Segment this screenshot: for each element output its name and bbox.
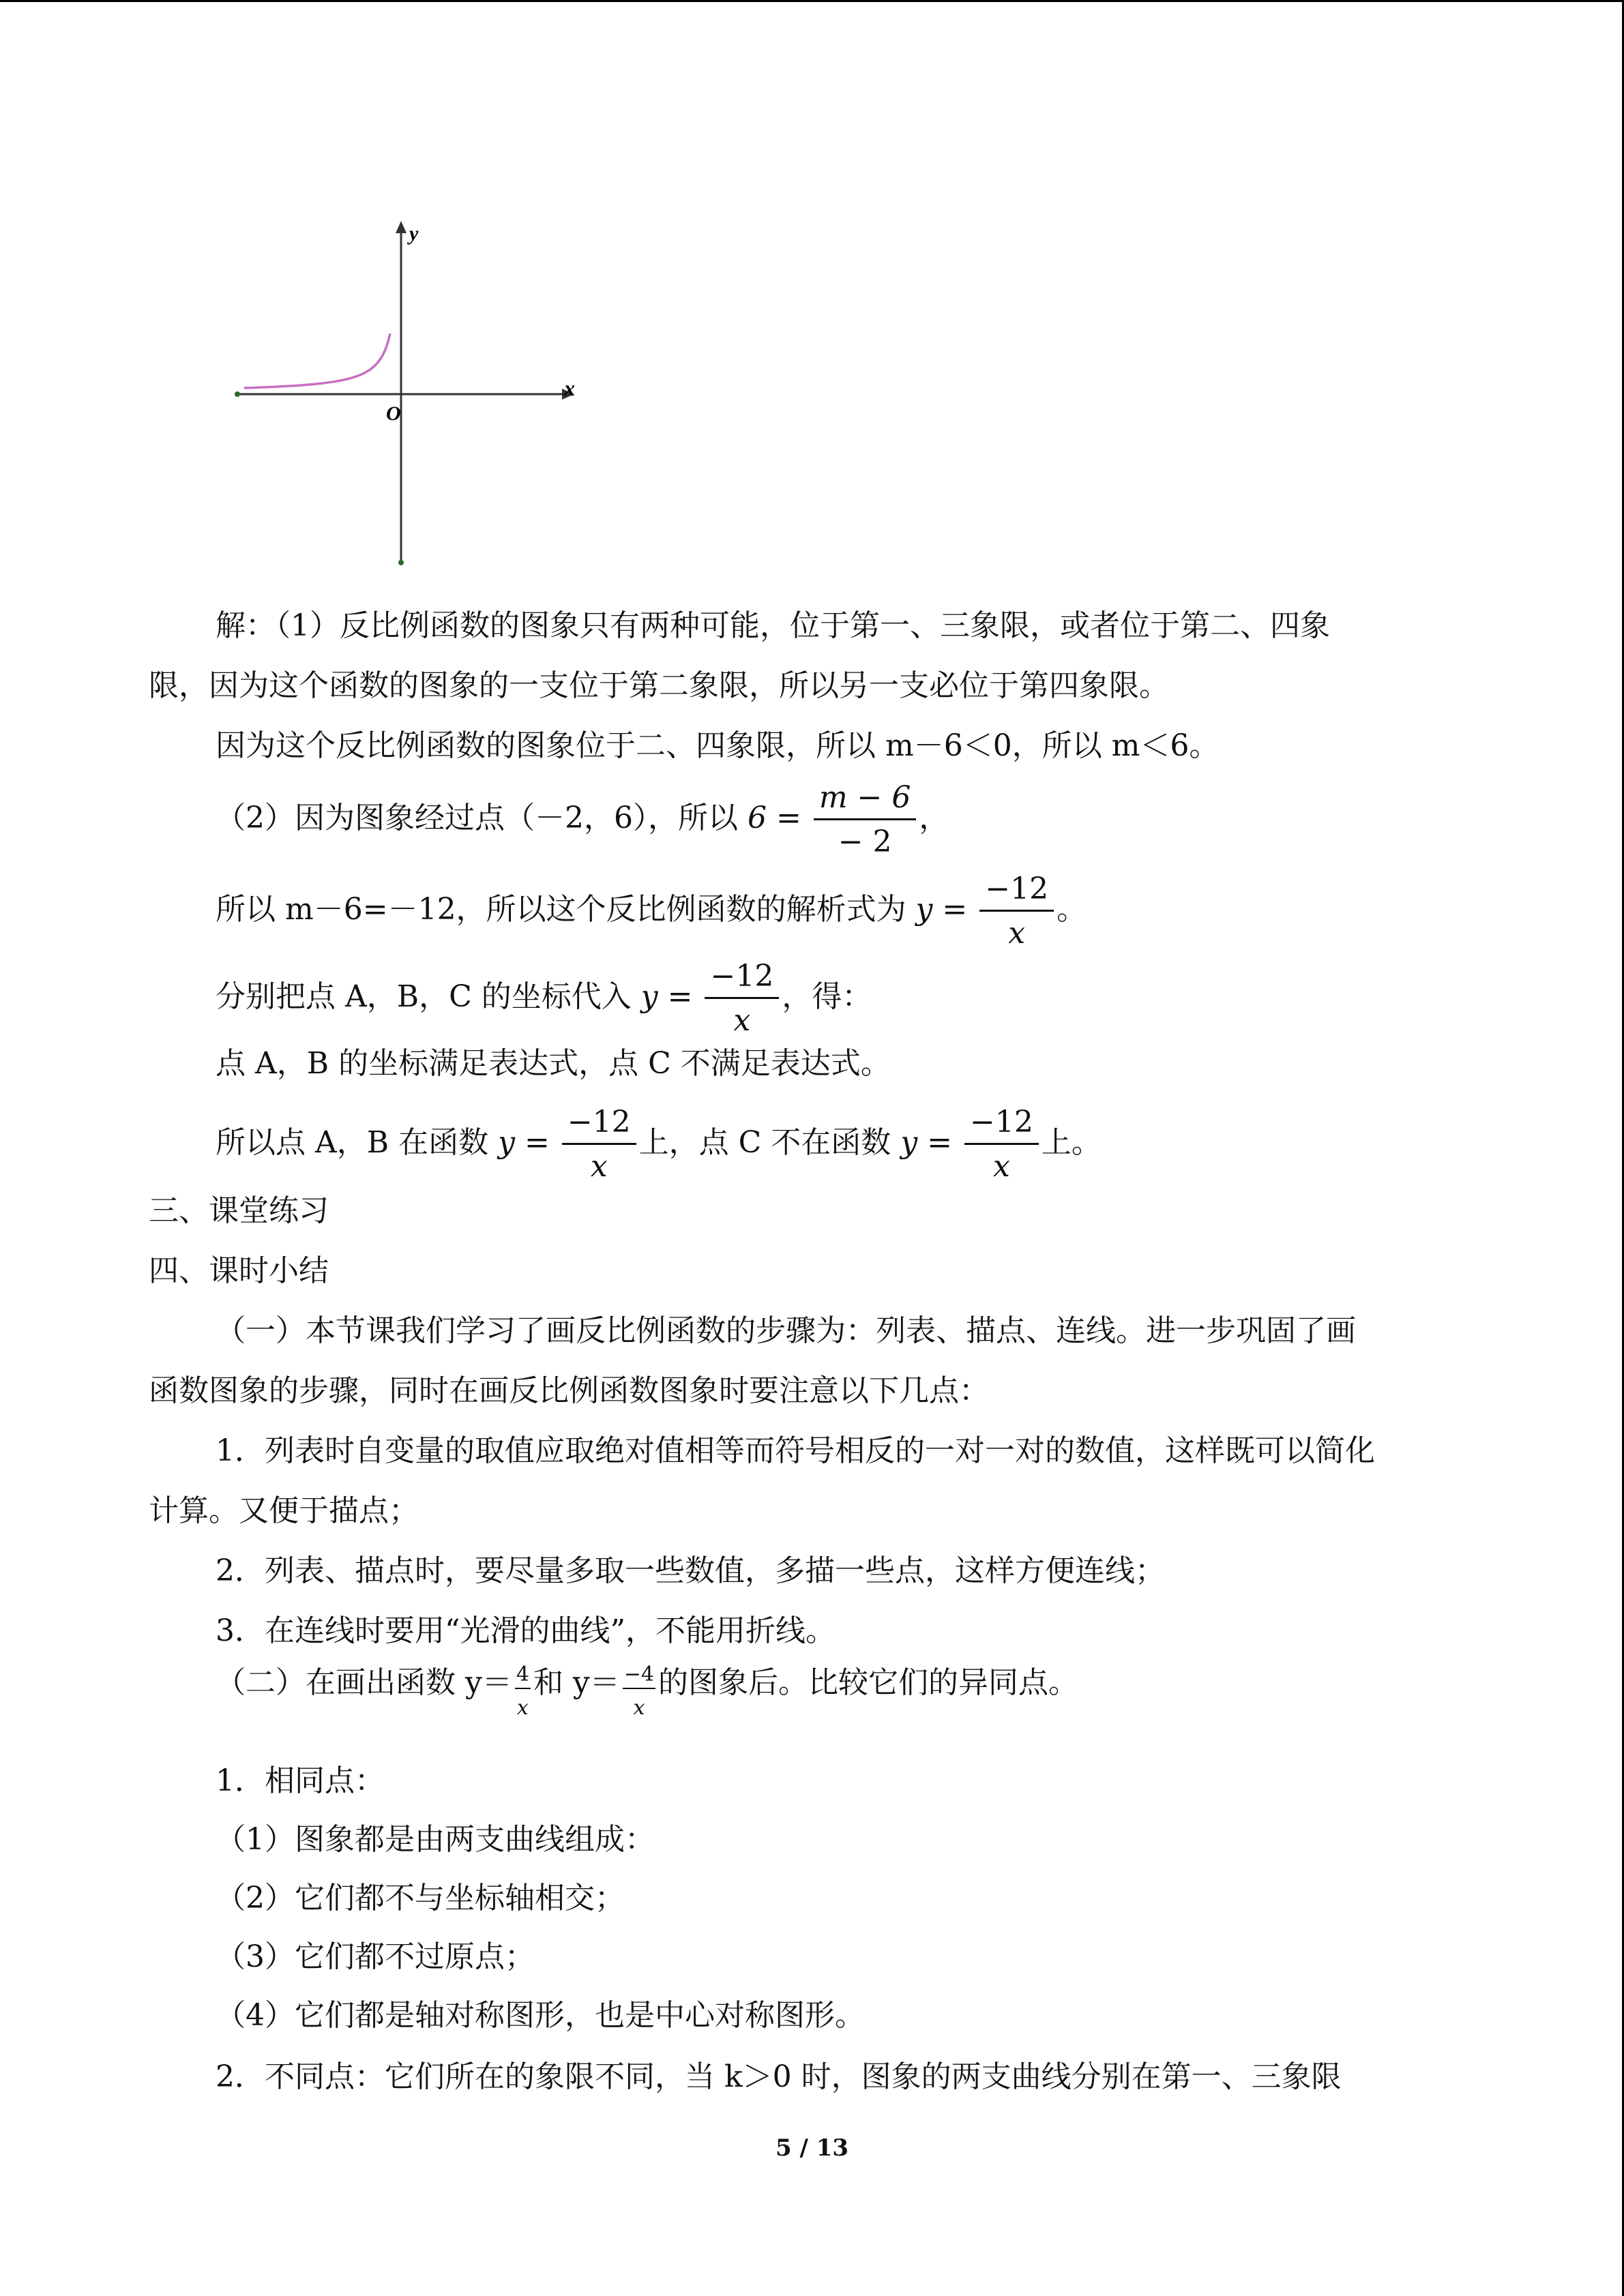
y-axis-bottom-end (398, 560, 404, 565)
inverse-function-graph (225, 211, 593, 566)
summary-item-1b: 计算。又便于描点； (149, 1493, 419, 1528)
same-points-title: 1．相同点： (216, 1763, 385, 1798)
solution-line-3: （2）因为图象经过点（－2，6），所以 6 = $\frac{m - 6}{- 2}$ ， (216, 780, 949, 859)
summary-item-3: 3．在连线时要用“光滑的曲线”，不能用折线。 (216, 1613, 836, 1648)
same-point-1: （1）图象都是由两支曲线组成： (216, 1822, 655, 1857)
solution-line-1b: 限，因为这个函数的图象的一支位于第二象限，所以另一支必位于第四象限。 (149, 668, 1169, 703)
different-points: 2．不同点：它们所在的象限不同，当 k＞0 时，图象的两支曲线分别在第一、三象限 (216, 2059, 1342, 2094)
equation-lhs: 6 = (747, 801, 801, 835)
fraction: $\frac{-12}{x}$ (562, 1107, 636, 1182)
section-heading-4: 四、课时小结 (149, 1253, 329, 1288)
summary-line-2: （二）在画出函数 y＝ $\frac{4}{x}$ 和 y＝ $\frac{-4}{x}$ 的图象后。比较它们的异同点。 (216, 1663, 1079, 1720)
summary-line-1: （一）本节课我们学习了画反比例函数的步骤为：列表、描点、连线。进一步巩固了画 (216, 1313, 1356, 1348)
fraction-small: $\frac{4}{x}$ (516, 1663, 529, 1720)
summary-item-1: 1．列表时自变量的取值应取绝对值相等而符号相反的一对一对的数值，这样既可以简化 (216, 1433, 1375, 1468)
solution-line-6: 点 A，B 的坐标满足表达式，点 C 不满足表达式。 (216, 1046, 891, 1081)
page-top-border (0, 0, 1624, 2)
same-point-4: （4）它们都是轴对称图形，也是中心对称图形。 (216, 1998, 865, 2033)
solution-line-5: 分别把点 A，B，C 的坐标代入 y = $\frac{-12}{x}$ ，得： (216, 959, 872, 1038)
solution-line-1: 解：（1）反比例函数的图象只有两种可能，位于第一、三象限，或者位于第二、四象 (216, 608, 1330, 643)
x-axis-label: x (564, 376, 575, 400)
page-number: 5 / 13 (775, 2134, 849, 2162)
section-heading-3: 三、课堂练习 (149, 1193, 329, 1228)
summary-item-2: 2．列表、描点时，要尽量多取一些数值，多描一些点，这样方便连线； (216, 1553, 1165, 1588)
same-point-2: （2）它们都不与坐标轴相交； (216, 1881, 625, 1915)
fraction: $\frac{-12}{x}$ (964, 1107, 1039, 1182)
x-axis-left-end (235, 391, 240, 397)
summary-line-1b: 函数图象的步骤，同时在画反比例函数图象时要注意以下几点： (149, 1373, 989, 1408)
y-axis-arrow (396, 221, 407, 233)
fraction: $\frac{-12}{x}$ (979, 874, 1054, 949)
y-axis-label: y (409, 222, 419, 245)
hyperbola-branch (244, 333, 390, 388)
solution-line-2: 因为这个反比例函数的图象位于二、四象限，所以 m－6＜0，所以 m＜6。 (216, 728, 1220, 763)
fraction: $\frac{-12}{x}$ (705, 961, 779, 1036)
same-point-3: （3）它们都不过原点； (216, 1939, 535, 1974)
fraction-small: $\frac{-4}{x}$ (623, 1663, 655, 1720)
origin-label: O (386, 402, 401, 425)
solution-line-4: 所以 m－6=－12，所以这个反比例函数的解析式为 y = $\frac{-12}{x}$ 。 (216, 871, 1087, 951)
fraction: $\frac{m - 6}{- 2}$ (814, 783, 917, 857)
solution-line-7: 所以点 A，B 在函数 y = $\frac{-12}{x}$ 上，点 C 不在函数 y = $\frac{-12}{x}$ 上。 (216, 1105, 1102, 1184)
